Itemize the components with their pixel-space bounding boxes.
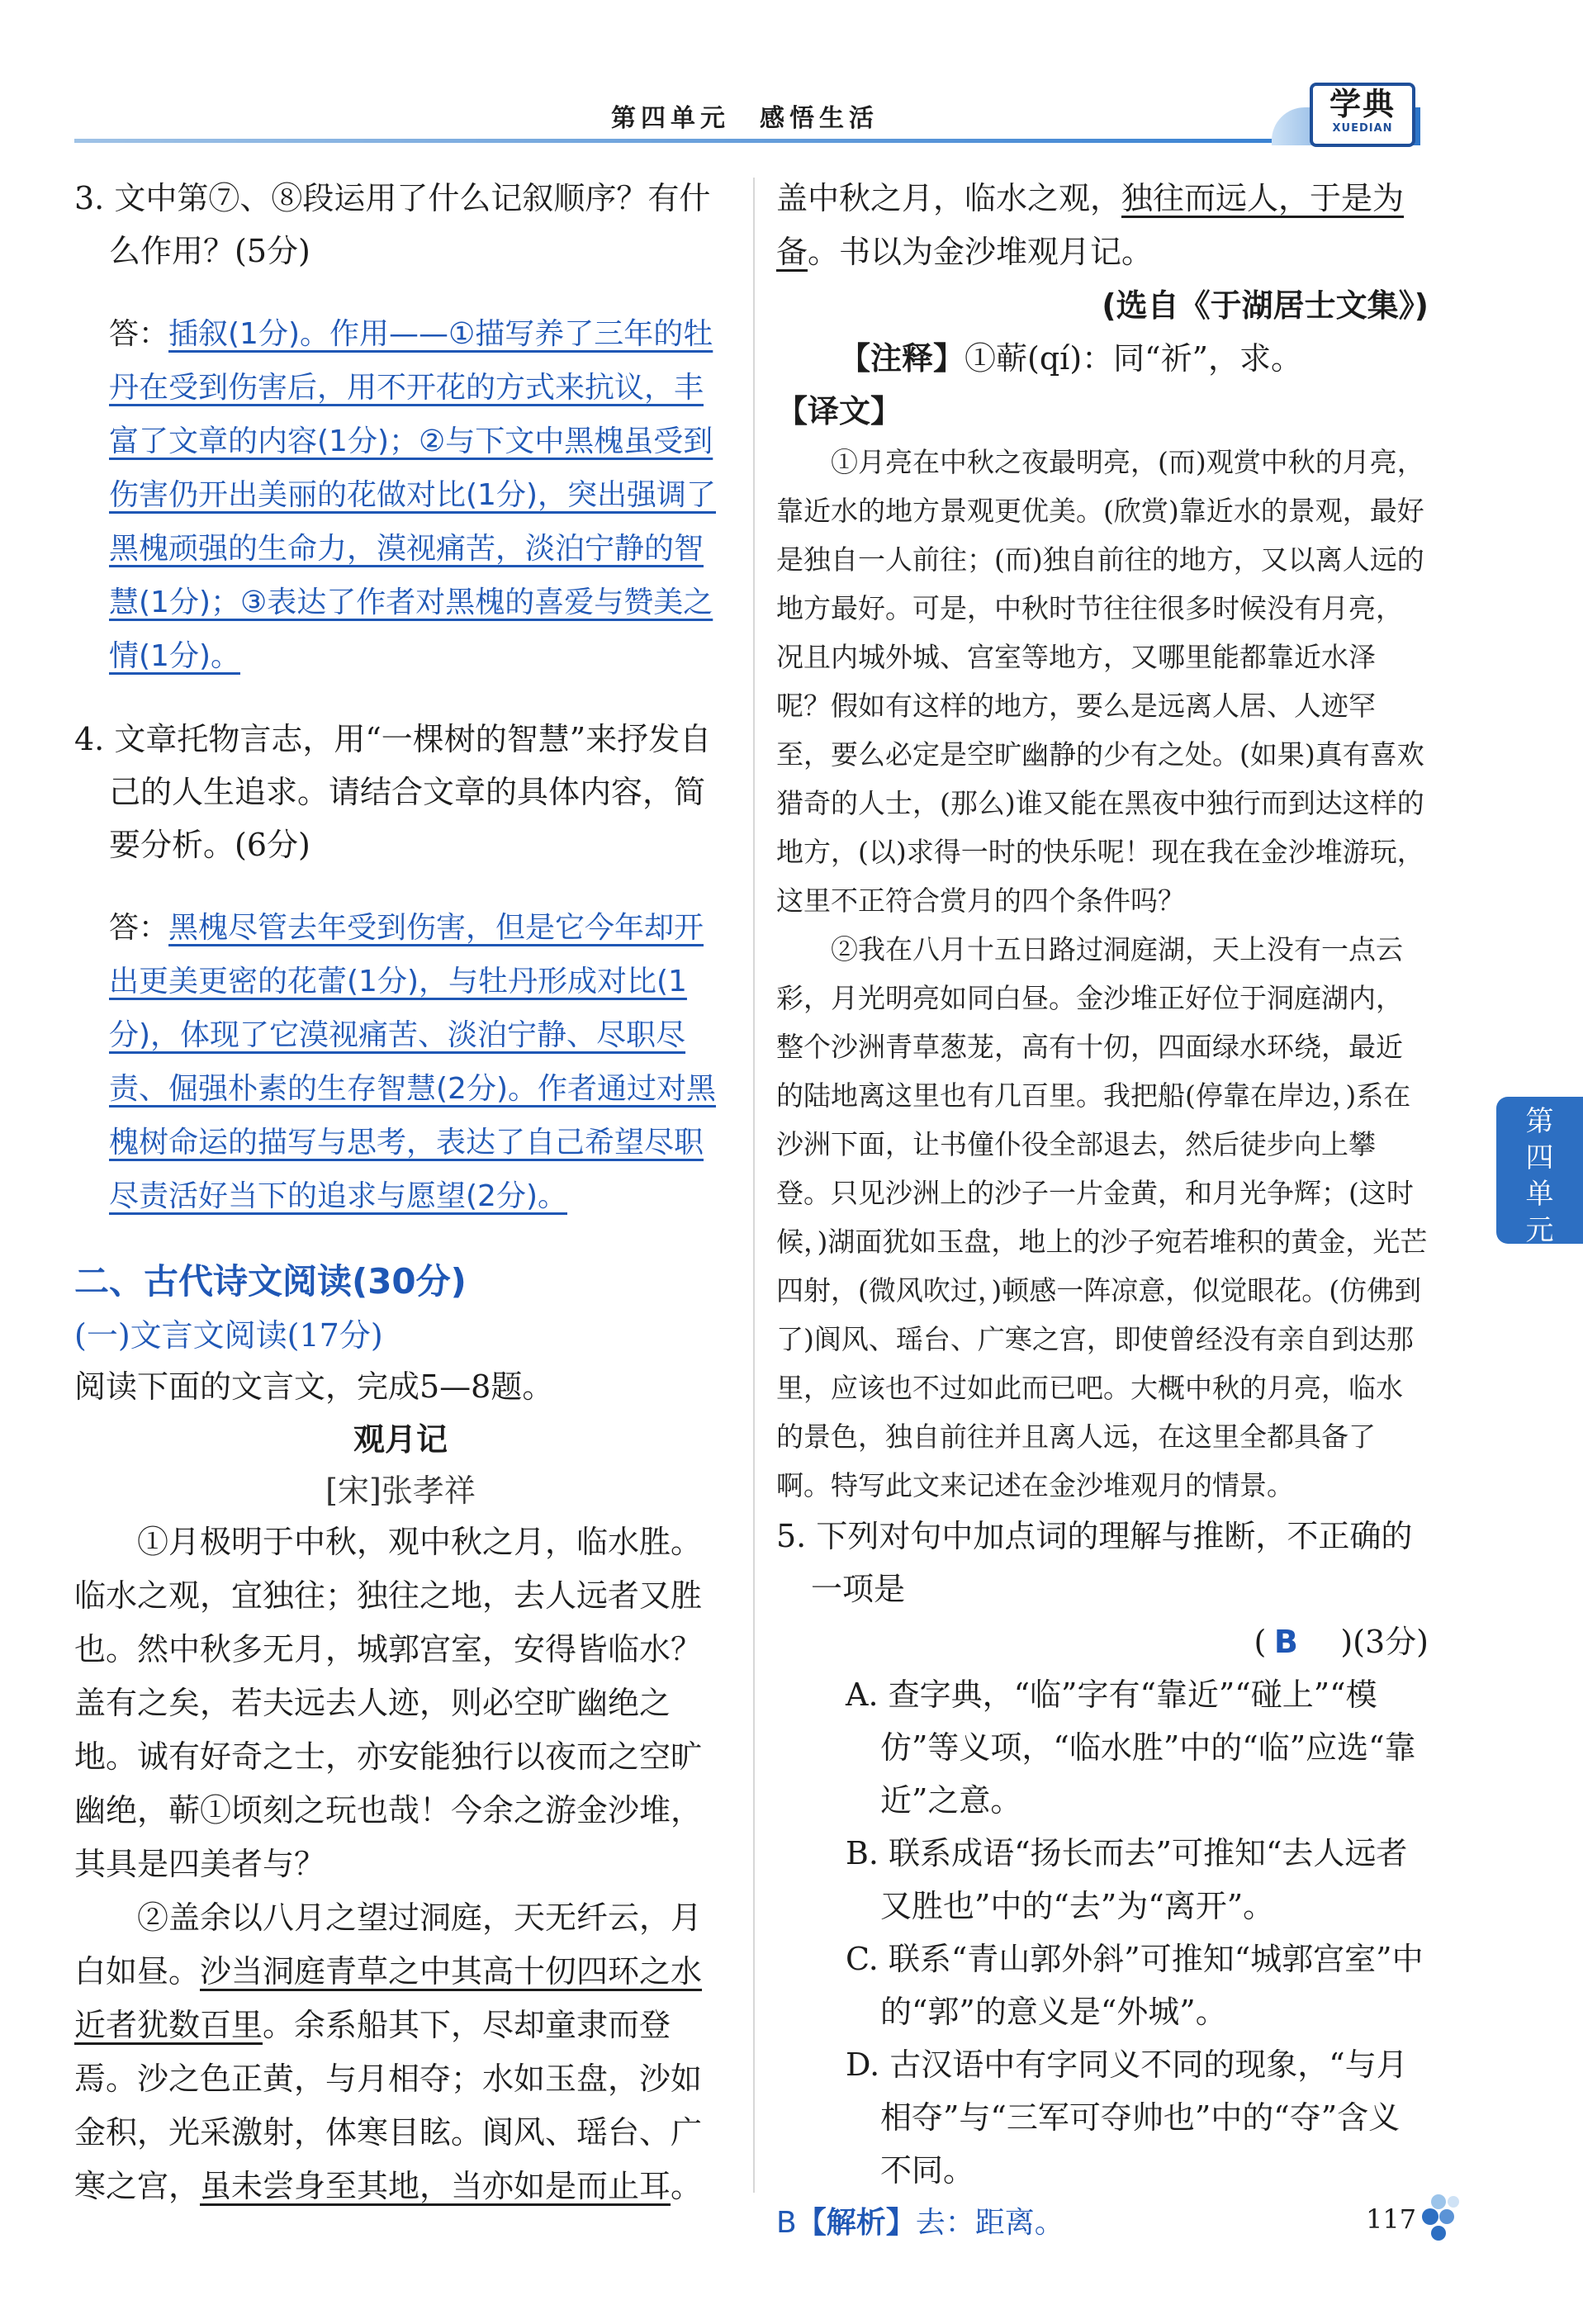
- question-5-analysis: [776, 2197, 1429, 2250]
- translation-paragraph-2: ②我在八月十五日路过洞庭湖，天上没有一点云彩，月光明亮如同白昼。金沙堆正好位于洞庭湖内，整个沙洲青草葱茏，高有十仞，四面绿水环绕，最近的陆地离这里也有几百里。我把船(停靠在岸边，)系在沙洲下面，让书僮仆役全部退去，然后徒步向上攀登。只见沙洲上的沙子一片金黄，和月光争辉；(这时候，)湖面犹如玉盘，地上的沙子宛若堆积的黄金，光芒四射，(微风吹过，)顿感一阵凉意，似觉眼花。(仿佛到了)阆风、瑶台、广寒之宫，即使曾经没有亲自到达那里，应该也不过如此而已吧。大概中秋的月亮，临水的景色，独自前往并且离人远，在这里全都具备了啊。特写此文来记述在金沙堆观月的情景。: [776, 933, 1428, 1501]
- essay-note: [776, 332, 1429, 385]
- analysis-answer: B: [776, 2206, 797, 2240]
- page-number: 117: [1366, 2203, 1417, 2235]
- question-4: 4. 文章托物言志，用“一棵树的智慧”来抒发自己的人生追求。请结合文章的具体内容，简要分析。(6分): [74, 721, 712, 863]
- logo-sub-text: XUEDIAN: [1332, 122, 1393, 135]
- translation-paragraph-1: ①月亮在中秋之夜最明亮，(而)观赏中秋的月亮，靠近水的地方景观更优美。(欣赏)靠近水的景观，最好是独自一人前往；(而)独自前往的地方，又以离人远的地方最好。可是，中秋时节往往很多时候没有月亮，况且内城外城、宫室等地方，又哪里能都靠近水泽呢？假如有这样的地方，要么是远离人居、人迹罕至，要么必定是空旷幽静的少有之处。(如果)真有喜欢猎奇的人士，(那么)谁又能在黑夜中独行而到达这样的地方，(以)求得一时的快乐呢！现在我在金沙堆游玩，这里不正符合赏月的四个条件吗？: [776, 446, 1424, 917]
- side-tab-text: 第四单元: [1525, 1105, 1554, 1247]
- question-5: [776, 1510, 1429, 1668]
- answer-4-label: 答：: [109, 911, 169, 945]
- logo-main-text: 学典: [1329, 85, 1396, 122]
- unit-side-tab: [1496, 1097, 1583, 1247]
- left-column: [74, 172, 727, 2213]
- essay-paragraph-1: ①月极明于中秋，观中秋之月，临水胜。临水之观，宜独往；独往之地，去人远者又胜也。然中秋多无月，城郭宫室，安得皆临水？盖有之矣，若夫远去人迹，则必空旷幽绝之地。诚有好奇之士，亦安能独行以夜而之空旷幽绝，蕲①顷刻之玩也哉！今余之游金沙堆，其具是四美者与？: [74, 1524, 703, 1882]
- note-label: 【注释】: [839, 340, 965, 377]
- reading-instruction: 阅读下面的文言文，完成5—8题。: [74, 1368, 554, 1405]
- question-5-score: (3分): [1353, 1624, 1429, 1660]
- answer-4: [74, 901, 727, 1223]
- answer-3: [74, 307, 727, 683]
- para2-underlined-2: 虽未尝身至其地，当亦如是而止耳: [200, 2168, 671, 2204]
- subsection-heading-1: (一)文言文阅读(17分): [74, 1317, 383, 1354]
- question-5-answer: B: [1273, 1624, 1298, 1660]
- answer-bracket-open: (: [1254, 1624, 1267, 1660]
- hexagon-dots-decoration: [1396, 2187, 1462, 2253]
- unit-title: 第四单元 感悟生活: [611, 104, 879, 133]
- question-5-text: 5. 下列对句中加点词的理解与推断，不正确的一项是: [776, 1518, 1413, 1607]
- essay-title: 观月记: [353, 1421, 448, 1458]
- header-rule: [74, 139, 1412, 143]
- para2-cont-b: 。书以为金沙堆观月记。: [808, 234, 1154, 270]
- essay-source: (选自《于湖居士文集》): [1102, 287, 1429, 324]
- para2-part-c: 。: [671, 2168, 703, 2204]
- analysis-text: 去：距离。: [915, 2206, 1064, 2240]
- note-text: ①蕲(qí)：同“祈”，求。: [964, 340, 1302, 377]
- essay-author: [宋]张孝祥: [325, 1473, 476, 1509]
- option-d: D. 古汉语中有字同义不同的现象，“与月相夺”与“三军可夺帅也”中的“夺”含义不同。: [846, 2047, 1408, 2189]
- xuedian-logo: [1272, 83, 1420, 145]
- para2-cont-a: 盖中秋之月，临水之观，: [776, 180, 1122, 216]
- answer-bracket-close: ): [1340, 1624, 1353, 1660]
- answer-4-text: 黑槐尽管去年受到伤害，但是它今年却开出更美更密的花蕾(1分)，与牡丹形成对比(1分)，体现了它漠视痛苦、淡泊宁静、尽职尽责、倔强朴素的生存智慧(2分)。作者通过对黑槐树命运的描写与思考，表达了自己希望尽职尽责活好当下的追求与愿望(2分)。: [109, 911, 716, 1213]
- essay-paragraph-2: [74, 1891, 727, 2213]
- para2-part-b: 。余系船其下，尽却童隶而登焉。沙之色正黄，与月相夺；水如玉盘，沙如金积，光采激射，体寒目眩。阆风、瑶台、广寒之宫，: [74, 2007, 703, 2204]
- answer-3-label: 答：: [109, 317, 169, 351]
- para2-cont-underlined: 独往而远人，于是为备: [776, 180, 1405, 270]
- option-a: A. 查字典，“临”字有“靠近”“碰上”“模仿”等义项，“临水胜”中的“临”应选“靠近”之意。: [846, 1677, 1416, 1819]
- option-c: C. 联系“青山郭外斜”可推知“城郭宫室”中的“郭”的意义是“外城”。: [846, 1941, 1424, 2030]
- right-column: [776, 172, 1429, 2250]
- analysis-label: 【解析】: [796, 2206, 916, 2240]
- logo-box: [1310, 83, 1415, 147]
- translation-label: 【译文】: [776, 393, 903, 429]
- essay-paragraph-2-continued: [776, 172, 1429, 279]
- question-5-options: [776, 1668, 1429, 2197]
- option-b: B. 联系成语“扬长而去”可推知“去人远者又胜也”中的“去”为“离开”。: [846, 1835, 1408, 1924]
- answer-3-text: 插叙(1分)。作用——①描写养了三年的牡丹在受到伤害后，用不开花的方式来抗议，丰富了文章的内容(1分)；②与下文中黑槐虽受到伤害仍开出美丽的花做对比(1分)，突出强调了黑槐顽强的生命力，漠视痛苦，淡泊宁静的智慧(1分)；③表达了作者对黑槐的喜爱与赞美之情(1分)。: [109, 317, 716, 673]
- question-3: 3. 文中第⑦、⑧段运用了什么记叙顺序？有什么作用？(5分): [74, 180, 711, 269]
- section-heading-2: 二、古代诗文阅读(30分): [74, 1261, 467, 1302]
- para2-part-a: ②盖余以八月之望过洞庭，天无纤云，月白如昼。: [74, 1900, 703, 1990]
- para2-underlined-1: 沙当洞庭青草之中其高十仞四环之水近者犹数百里: [74, 1953, 703, 2043]
- column-divider: [753, 178, 755, 2193]
